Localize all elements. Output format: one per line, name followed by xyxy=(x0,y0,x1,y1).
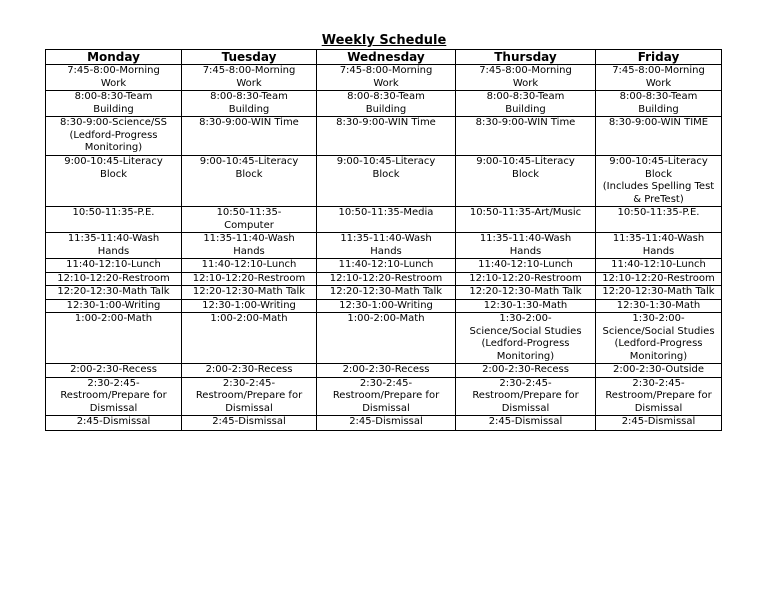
schedule-cell: 12:10-12:20-Restroom xyxy=(456,272,596,286)
schedule-cell: 12:30-1:00-Writing xyxy=(317,299,456,313)
schedule-cell: 8:00-8:30-Team Building xyxy=(317,91,456,117)
schedule-cell: 10:50-11:35-P.E. xyxy=(46,207,182,233)
schedule-cell: 12:30-1:00-Writing xyxy=(46,299,182,313)
schedule-cell: 9:00-10:45-Literacy Block xyxy=(317,156,456,207)
schedule-cell: 10:50-11:35- Computer xyxy=(182,207,317,233)
schedule-cell: 1:00-2:00-Math xyxy=(182,313,317,364)
table-row xyxy=(46,299,722,313)
schedule-cell: 7:45-8:00-Morning Work xyxy=(317,65,456,91)
schedule-cell: 1:00-2:00-Math xyxy=(317,313,456,364)
schedule-cell: 11:40-12:10-Lunch xyxy=(46,259,182,273)
schedule-cell: 11:35-11:40-Wash Hands xyxy=(596,233,722,259)
table-row xyxy=(46,207,722,233)
table-row xyxy=(46,117,722,156)
schedule-cell: 7:45-8:00-Morning Work xyxy=(596,65,722,91)
table-row xyxy=(46,286,722,300)
schedule-cell: 11:35-11:40-Wash Hands xyxy=(46,233,182,259)
schedule-cell: 8:00-8:30-Team Building xyxy=(456,91,596,117)
schedule-cell: 8:30-9:00-WIN Time xyxy=(182,117,317,156)
header-row xyxy=(46,50,722,65)
table-row xyxy=(46,272,722,286)
day-header: Thursday xyxy=(456,50,596,65)
table-row xyxy=(46,233,722,259)
schedule-cell: 11:40-12:10-Lunch xyxy=(317,259,456,273)
schedule-cell: 11:35-11:40-Wash Hands xyxy=(456,233,596,259)
schedule-cell: 8:00-8:30-Team Building xyxy=(46,91,182,117)
schedule-cell: 10:50-11:35-Media xyxy=(317,207,456,233)
schedule-cell: 1:00-2:00-Math xyxy=(46,313,182,364)
schedule-cell: 2:45-Dismissal xyxy=(182,416,317,431)
table-row xyxy=(46,313,722,364)
schedule-cell: 7:45-8:00-Morning Work xyxy=(46,65,182,91)
schedule-cell: 12:10-12:20-Restroom xyxy=(317,272,456,286)
schedule-cell: 2:00-2:30-Recess xyxy=(317,364,456,378)
schedule-cell: 8:30-9:00-WIN Time xyxy=(317,117,456,156)
schedule-cell: 2:00-2:30-Outside xyxy=(596,364,722,378)
schedule-cell: 11:40-12:10-Lunch xyxy=(456,259,596,273)
schedule-cell: 12:10-12:20-Restroom xyxy=(182,272,317,286)
schedule-cell: 12:20-12:30-Math Talk xyxy=(596,286,722,300)
schedule-cell: 8:30-9:00-WIN Time xyxy=(456,117,596,156)
schedule-cell: 9:00-10:45-Literacy Block xyxy=(182,156,317,207)
table-row xyxy=(46,65,722,91)
schedule-cell: 9:00-10:45-Literacy Block xyxy=(456,156,596,207)
schedule-cell: 2:30-2:45- Restroom/Prepare for Dismissal xyxy=(46,377,182,416)
schedule-cell: 10:50-11:35-Art/Music xyxy=(456,207,596,233)
day-header: Monday xyxy=(46,50,182,65)
schedule-table xyxy=(45,49,722,431)
schedule-cell: 2:45-Dismissal xyxy=(456,416,596,431)
schedule-cell: 9:00-10:45-Literacy Block xyxy=(46,156,182,207)
schedule-cell: 11:40-12:10-Lunch xyxy=(596,259,722,273)
schedule-cell: 2:00-2:30-Recess xyxy=(456,364,596,378)
day-header: Wednesday xyxy=(317,50,456,65)
schedule-cell: 11:40-12:10-Lunch xyxy=(182,259,317,273)
page-title xyxy=(0,33,768,49)
schedule-cell: 8:00-8:30-Team Building xyxy=(182,91,317,117)
schedule-cell: 12:20-12:30-Math Talk xyxy=(456,286,596,300)
schedule-cell: 2:30-2:45- Restroom/Prepare for Dismissal xyxy=(596,377,722,416)
schedule-cell: 2:45-Dismissal xyxy=(596,416,722,431)
day-header: Tuesday xyxy=(182,50,317,65)
schedule-cell: 12:30-1:00-Writing xyxy=(182,299,317,313)
schedule-cell: 7:45-8:00-Morning Work xyxy=(182,65,317,91)
schedule-cell: 11:35-11:40-Wash Hands xyxy=(182,233,317,259)
schedule-body xyxy=(46,65,722,431)
schedule-cell: 8:30-9:00-Science/SS (Ledford-Progress Monitoring) xyxy=(46,117,182,156)
schedule-cell: 12:20-12:30-Math Talk xyxy=(317,286,456,300)
title-text: Weekly Schedule xyxy=(321,33,447,48)
schedule-cell: 2:00-2:30-Recess xyxy=(182,364,317,378)
schedule-cell: 12:10-12:20-Restroom xyxy=(46,272,182,286)
schedule-cell: 11:35-11:40-Wash Hands xyxy=(317,233,456,259)
table-row xyxy=(46,364,722,378)
schedule-cell: 8:00-8:30-Team Building xyxy=(596,91,722,117)
table-row xyxy=(46,156,722,207)
schedule-cell: 2:30-2:45- Restroom/Prepare for Dismissal xyxy=(182,377,317,416)
schedule-cell: 2:30-2:45- Restroom/Prepare for Dismissal xyxy=(317,377,456,416)
schedule-cell: 12:20-12:30-Math Talk xyxy=(182,286,317,300)
day-header: Friday xyxy=(596,50,722,65)
schedule-cell: 2:45-Dismissal xyxy=(317,416,456,431)
table-row xyxy=(46,416,722,431)
schedule-cell: 7:45-8:00-Morning Work xyxy=(456,65,596,91)
schedule-cell: 12:30-1:30-Math xyxy=(596,299,722,313)
schedule-cell: 12:10-12:20-Restroom xyxy=(596,272,722,286)
table-row xyxy=(46,377,722,416)
schedule-cell: 9:00-10:45-Literacy Block (Includes Spelling Test & PreTest) xyxy=(596,156,722,207)
schedule-cell: 8:30-9:00-WIN TIME xyxy=(596,117,722,156)
schedule-cell: 2:00-2:30-Recess xyxy=(46,364,182,378)
table-row xyxy=(46,91,722,117)
schedule-cell: 1:30-2:00- Science/Social Studies (Ledford-Progress Monitoring) xyxy=(596,313,722,364)
schedule-cell: 10:50-11:35-P.E. xyxy=(596,207,722,233)
schedule-cell: 1:30-2:00- Science/Social Studies (Ledford-Progress Monitoring) xyxy=(456,313,596,364)
schedule-cell: 12:20-12:30-Math Talk xyxy=(46,286,182,300)
table-row xyxy=(46,259,722,273)
schedule-cell: 12:30-1:30-Math xyxy=(456,299,596,313)
schedule-cell: 2:45-Dismissal xyxy=(46,416,182,431)
schedule-cell: 2:30-2:45- Restroom/Prepare for Dismissal xyxy=(456,377,596,416)
